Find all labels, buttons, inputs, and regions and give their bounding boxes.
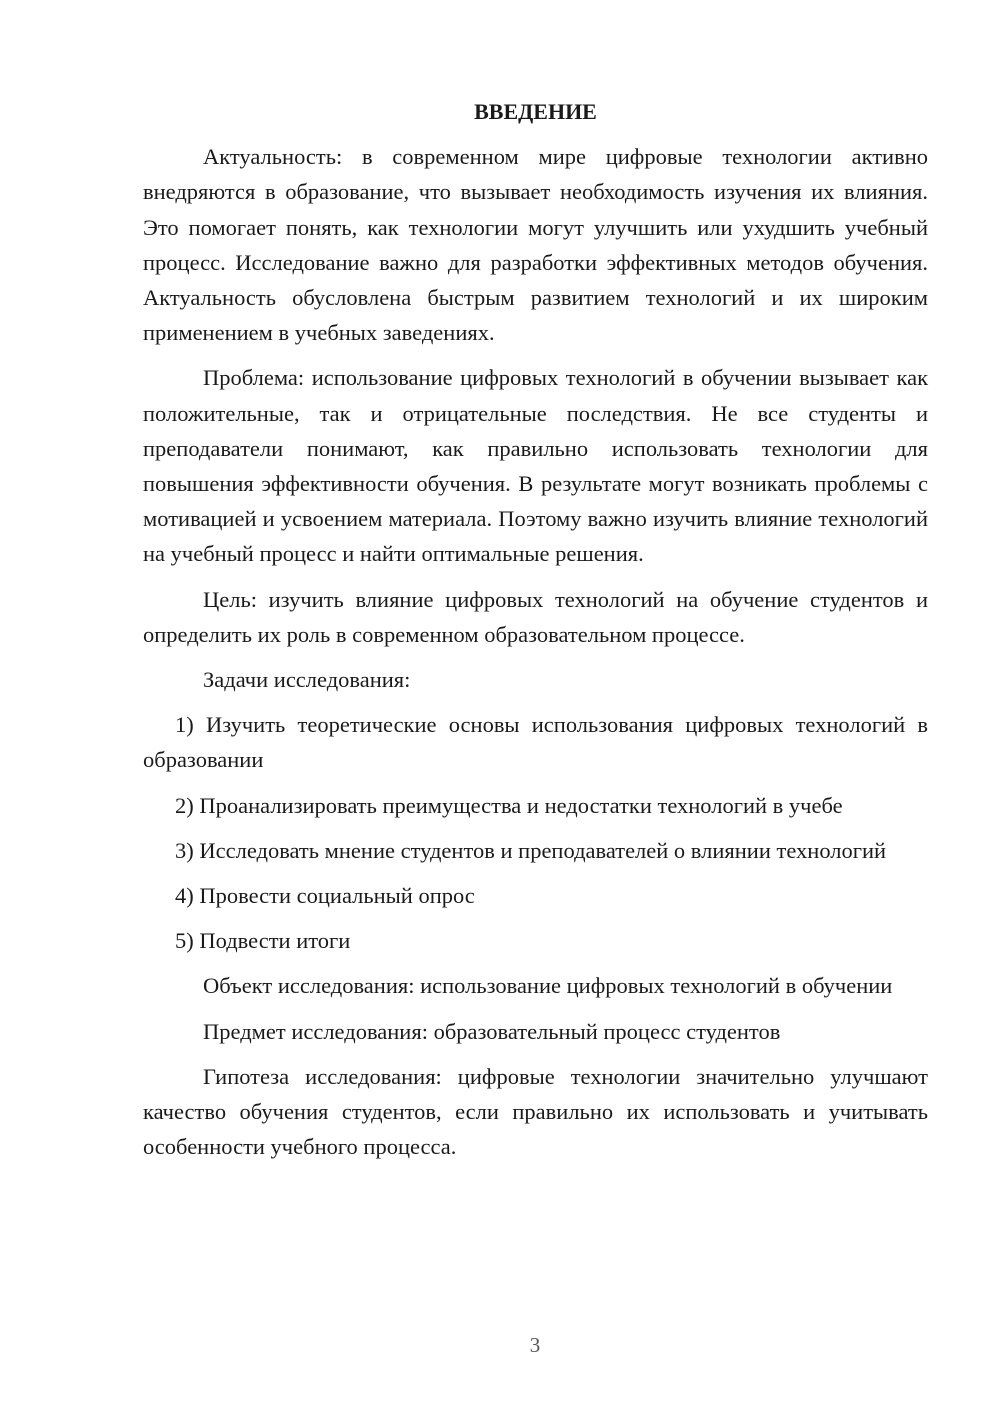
goal-paragraph: Цель: изучить влияние цифровых технологий на обучение студентов и определить их роль в современном образовательном процессе. — [143, 586, 928, 647]
subject-paragraph: Предмет исследования: образовательный процесс студентов — [203, 1018, 781, 1044]
problem-paragraph: Проблема: использование цифровых технологий в обучении вызывает как положительные, так и отрицательные последствия. Не все студенты и преподаватели понимают, как правильно использовать технологии для повышения эффективности обучения. В результате могут возникать проблемы с мотивацией и усвоением материала. Поэтому важно изучить влияние технологий на учебный процесс и найти оптимальные решения. — [143, 365, 928, 567]
relevance-paragraph: Актуальность: в современном мире цифровые технологии активно внедряются в образование, что вызывает необходимость изучения их влияния. Это помогает понять, как технологии могут улучшить или ухудшить учебный процесс. Исследование важно для разработки эффективных методов обучения. Актуальность обусловлена быстрым развитием технологий и их широким применением в учебных заведениях. — [143, 144, 928, 346]
document-body — [143, 94, 928, 1174]
hypothesis-paragraph: Гипотеза исследования: цифровые технологии значительно улучшают качество обучения студентов, если правильно их использовать и учитывать особенности учебного процесса. — [143, 1063, 928, 1160]
page-number: 3 — [529, 1333, 541, 1357]
tasks-heading: Задачи исследования: — [203, 667, 411, 693]
task-item: 3) Исследовать мнение студентов и преподавателей о влиянии технологий — [175, 837, 887, 863]
task-item: 5) Подвести итоги — [175, 928, 351, 954]
task-item: 2) Проанализировать преимущества и недостатки технологий в учебе — [175, 792, 843, 818]
object-paragraph: Объект исследования: использование цифровых технологий в обучении — [203, 973, 893, 999]
task-item: 1) Изучить теоретические основы использования цифровых технологий в образовании — [143, 712, 928, 773]
section-title: ВВЕДЕНИЕ — [474, 99, 597, 124]
task-item: 4) Провести социальный опрос — [175, 883, 475, 909]
